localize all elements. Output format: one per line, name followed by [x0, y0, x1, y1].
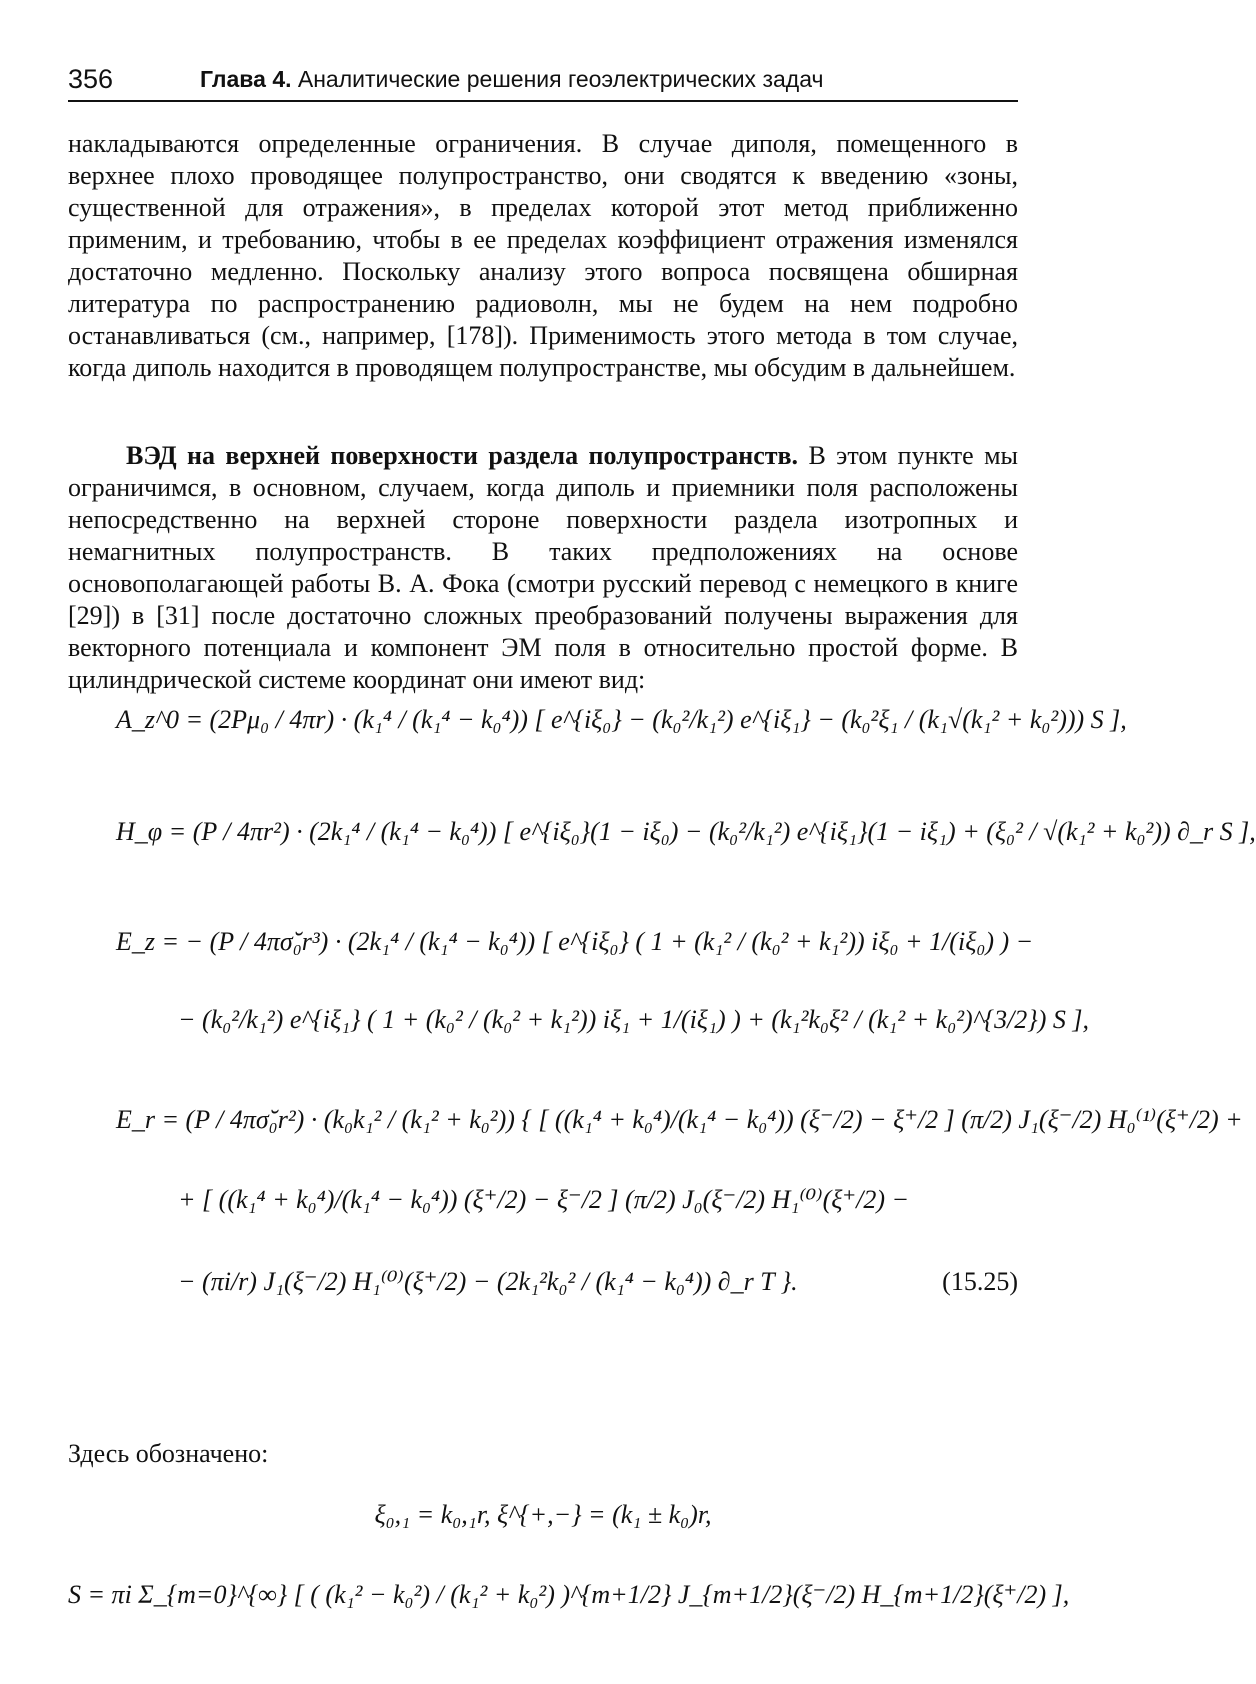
paragraph-2 [68, 440, 1018, 696]
equation-er-line2: + [ ((k₁⁴ + k₀⁴)/(k₁⁴ − k₀⁴)) (ξ⁺/2) − ξ⁻/2 ] (π/2) J₀(ξ⁻/2) H₁⁽⁰⁾(ξ⁺/2) − [178, 1185, 910, 1214]
equation-er-line1: E_r = (P / 4πσ̆₀r²) · (k₀k₁² / (k₁² + k₀²)) { [ ((k₁⁴ + k₀⁴)/(k₁⁴ − k₀⁴)) (ξ⁻/2) − ξ⁺/2 ] (π/2) J₁(ξ⁻/2) H₀⁽¹⁾(ξ⁺/2) + [116, 1105, 1243, 1134]
equation-er-line3: − (πi/r) J₁(ξ⁻/2) H₁⁽⁰⁾(ξ⁺/2) − (2k₁²k₀² / (k₁⁴ − k₀⁴)) ∂_r T }. [178, 1267, 798, 1296]
equation-ez-line1: E_z = − (P / 4πσ̆₀r³) · (2k₁⁴ / (k₁⁴ − k₀⁴)) [ e^{iξ₀} ( 1 + (k₁² / (k₀² + k₁²)) iξ₀ + 1/(iξ₀) ) − [116, 927, 1034, 956]
equation-xi-definition: ξ₀,₁ = k₀,₁r, ξ^{+,−} = (k₁ ± k₀)r, [374, 1500, 712, 1529]
equation-ez-line2: − (k₀²/k₁²) e^{iξ₁} ( 1 + (k₀² / (k₀² + k₁²)) iξ₁ + 1/(iξ₁) ) + (k₁²k₀ξ² / (k₁² + k₀²)^{3/2}) S ], [178, 1005, 1089, 1034]
equation-block-15-25 [68, 705, 1256, 1425]
equation-s-definition: S = πi Σ_{m=0}^{∞} [ ( (k₁² − k₀²) / (k₁² + k₀²) )^{m+1/2} J_{m+1/2}(ξ⁻/2) H_{m+1/2}(ξ⁺/2) ], [68, 1580, 1070, 1609]
equation-number: (15.25) [942, 1267, 1018, 1296]
running-header [68, 60, 1018, 102]
equation-az: A_z^0 = (2Pμ₀ / 4πr) · (k₁⁴ / (k₁⁴ − k₀⁴)) [ e^{iξ₀} − (k₀²/k₁²) e^{iξ₁} − (k₀²ξ₁ / (k₁√(k₁² + k₀²))) S ], [116, 705, 1127, 734]
equation-hphi: H_φ = (P / 4πr²) · (2k₁⁴ / (k₁⁴ − k₀⁴)) [ e^{iξ₀}(1 − iξ₀) − (k₀²/k₁²) e^{iξ₁}(1 − iξ₁) + (ξ₀² / √(k₁² + k₀²)) ∂_r S ], [116, 817, 1256, 846]
paragraph-2-body: В этом пункте мы ограничимся, в основном, случаем, когда диполь и приемники поля расположены непосредственно на верхней стороне поверхности раздела изотропных и немагнитных полупространств. В таких предположениях на основе основополагающей работы В. А. Фока (смотри русский перевод с немецкого в книге [29]) в [31] после достаточно сложных преобразований получены выражения для векторного потенциала и компонент ЭМ поля в относительно простой форме. В цилиндрической системе координат они имеют вид: [68, 441, 1019, 694]
running-title [200, 66, 823, 93]
paragraph-1: накладываются определенные ограничения. В случае диполя, помещенного в верхнее плохо проводящее полупространство, они сводятся к введению «зоны, существенной для отражения», в пределах которой этот метод приближенно применим, и требованию, чтобы в ее пределах коэффициент отражения изменялся достаточно медленно. Поскольку анализу этого вопроса посвящена обширная литература по распространению радиоволн, мы не будем на нем подробно останавливаться (см., например, [178]). Применимость этого метода в том случае, когда диполь находится в проводящем полупространстве, мы обсудим в дальнейшем. [68, 129, 1018, 382]
paragraph-3: Здесь обозначено: [68, 1439, 269, 1468]
chapter-label: Глава 4. [200, 66, 292, 92]
definitions-block [68, 1480, 1070, 1670]
chapter-title: Аналитические решения геоэлектрических задач [297, 66, 824, 92]
section-lead: ВЭД на верхней поверхности раздела полупространств. [126, 441, 799, 470]
page-number: 356 [68, 64, 114, 94]
